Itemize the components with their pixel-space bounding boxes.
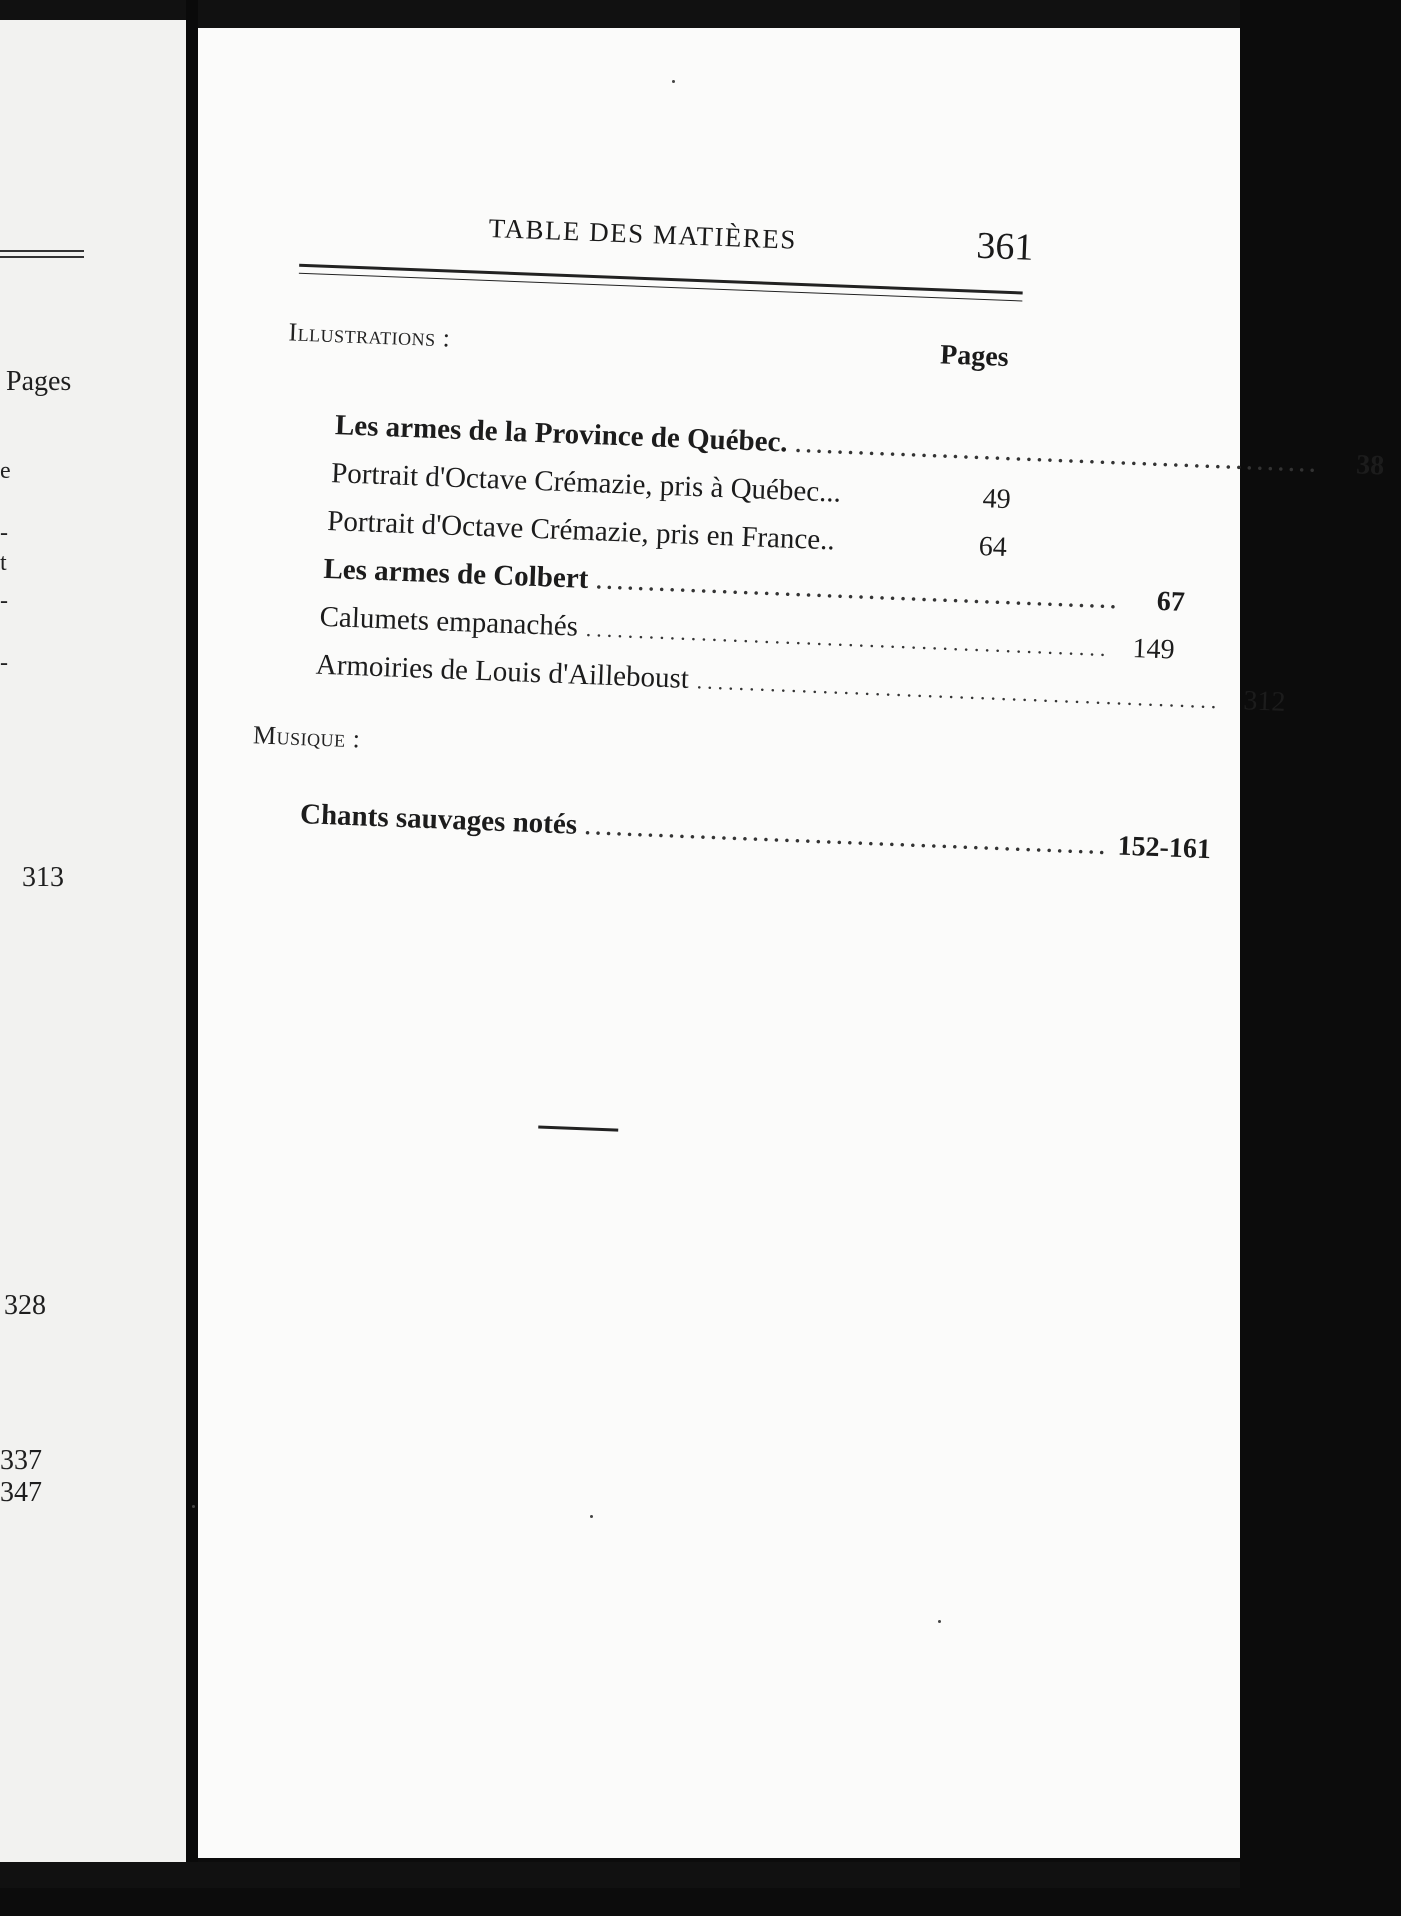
- toc-entry-page: 38: [1355, 449, 1385, 482]
- toc-entry-page: 67: [1156, 585, 1186, 618]
- scan-speck: [672, 80, 675, 83]
- toc-entry-page: 64: [978, 531, 1008, 564]
- left-line-fragment: -: [0, 588, 8, 614]
- left-line-fragment: e: [0, 458, 11, 484]
- toc-entry-title: Calumets empanachés: [319, 600, 579, 643]
- left-page-number: 337: [0, 1445, 42, 1476]
- toc-entry: [299, 798, 1212, 868]
- toc-entry-title: Portrait d'Octave Crémazie, pris à Québec...: [330, 457, 842, 509]
- section-heading-musique: Musique :: [252, 720, 361, 754]
- left-pages-label: Pages: [6, 366, 72, 397]
- dot-leader: ..................................................: [584, 814, 1111, 860]
- dot-leader: ..................................................: [795, 431, 1321, 478]
- toc-entry-page: 152-161: [1117, 830, 1212, 866]
- left-page-number: 347: [0, 1477, 42, 1508]
- header-rule: [299, 264, 1023, 295]
- dot-leader: ..................................................: [696, 668, 1222, 714]
- toc-entry-page: 312: [1242, 685, 1287, 718]
- toc-entry-title: Chants sauvages notés: [299, 798, 578, 841]
- scan-speck: [938, 1620, 941, 1623]
- scan-speck: [192, 1505, 195, 1508]
- left-line-fragment: t: [0, 550, 7, 576]
- left-page-number: 313: [22, 862, 64, 893]
- page-number: 361: [975, 224, 1035, 269]
- end-ornament-rule: [538, 1126, 618, 1132]
- section-heading-illustrations: Illustrations :: [288, 317, 451, 353]
- dot-leader: [842, 550, 942, 554]
- dot-leader: ..................................................: [595, 568, 1122, 614]
- dot-leader: [849, 502, 947, 506]
- toc-entry-page: 49: [982, 483, 1012, 516]
- left-page-number: 328: [4, 1290, 46, 1321]
- toc-entry-page: 149: [1131, 632, 1176, 666]
- scan-speck: [590, 1515, 593, 1518]
- toc-entry-title: Les armes de la Province de Québec.: [334, 409, 789, 459]
- toc-entry-title: Les armes de Colbert: [322, 552, 589, 596]
- dot-leader: ..................................................: [585, 615, 1112, 662]
- running-title: TABLE DES MATIÈRES: [488, 212, 798, 255]
- left-line-fragment: -: [0, 520, 8, 546]
- left-line-fragment: -: [0, 650, 8, 676]
- pages-column-label: Pages: [939, 339, 1010, 373]
- toc-entry-title: Portrait d'Octave Crémazie, pris en France..: [326, 504, 836, 557]
- toc-entry-title: Armoiries de Louis d'Ailleboust: [315, 648, 690, 695]
